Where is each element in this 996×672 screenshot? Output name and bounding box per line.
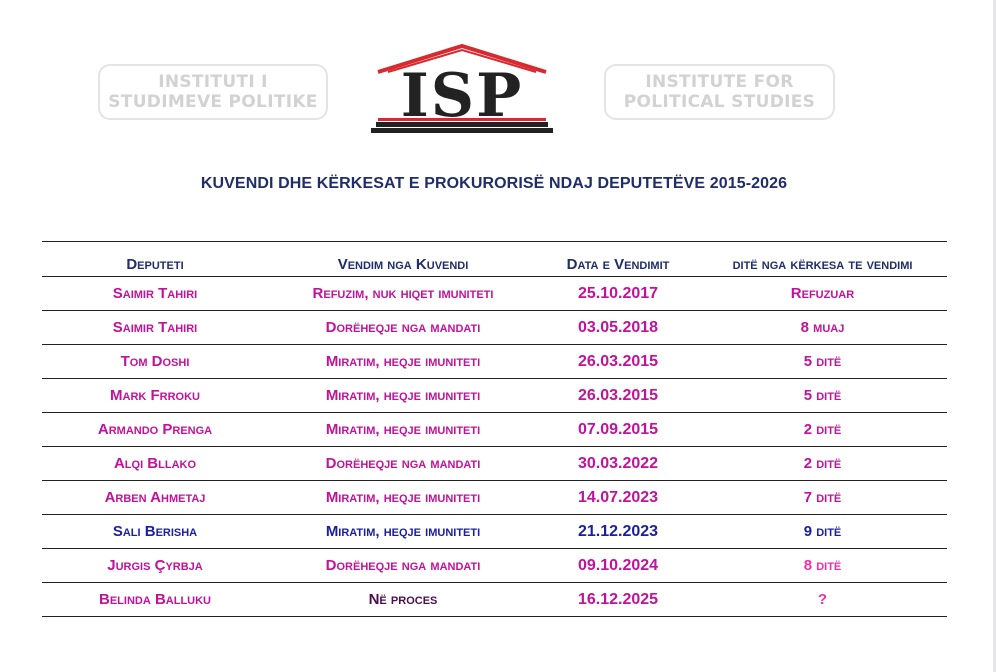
- cell-days: 9 ditë: [803, 523, 842, 540]
- logo-left-line-1: INSTITUTI I: [158, 72, 268, 92]
- cell-decision: Miratim, heqje imuniteti: [325, 387, 481, 404]
- decisions-table: [42, 241, 947, 617]
- cell-decision: Miratim, heqje imuniteti: [325, 489, 481, 506]
- cell-decision: Dorëheqje nga mandati: [325, 455, 481, 472]
- cell-days: 7 ditë: [803, 489, 842, 506]
- logo-left-line-2: STUDIMEVE POLITIKE: [108, 92, 318, 112]
- table-row: [42, 447, 947, 481]
- table-row: [42, 549, 947, 583]
- table-row: [42, 379, 947, 413]
- cell-decision: Në proces: [368, 591, 438, 608]
- cell-date: 26.03.2015: [577, 352, 659, 370]
- logo-isp-text: ISP: [400, 61, 524, 131]
- table-row: [42, 277, 947, 311]
- cell-date: 03.05.2018: [577, 318, 659, 336]
- header-days: ditë nga kërkesa te vendimi: [732, 256, 913, 273]
- cell-days: 2 ditë: [803, 421, 842, 438]
- header-deputy: Deputeti: [126, 256, 184, 273]
- cell-date: 16.12.2025: [577, 590, 659, 608]
- header-date: Data e Vendimit: [566, 256, 670, 273]
- table-row: [42, 345, 947, 379]
- logo-right-line-2: POLITICAL STUDIES: [623, 92, 816, 112]
- table-row: [42, 311, 947, 345]
- cell-deputy: Saimir Tahiri: [112, 319, 198, 336]
- cell-date: 07.09.2015: [577, 420, 659, 438]
- cell-decision: Miratim, heqje imuniteti: [325, 523, 481, 540]
- cell-deputy: Belinda Balluku: [99, 591, 211, 608]
- cell-deputy: Sali Berisha: [112, 523, 198, 540]
- table-row: [42, 413, 947, 447]
- logo-albanian-label: [98, 64, 328, 120]
- cell-date: 14.07.2023: [577, 488, 659, 506]
- cell-decision: Dorëheqje nga mandati: [325, 319, 481, 336]
- cell-deputy: Mark Frroku: [110, 387, 200, 404]
- cell-deputy: Armando Prenga: [97, 421, 213, 438]
- logo-english-label: [604, 64, 835, 120]
- table-row: [42, 481, 947, 515]
- table-header-row: [42, 242, 947, 277]
- cell-deputy: Arben Ahmetaj: [104, 489, 206, 506]
- isp-logo-icon: [368, 42, 556, 134]
- logo-right-line-1: INSTITUTE FOR: [645, 72, 794, 92]
- cell-days: Refuzuar: [790, 285, 855, 302]
- cell-days: 5 ditë: [803, 387, 842, 404]
- table-row: [42, 515, 947, 549]
- table-row: [42, 583, 947, 617]
- page-title: KUVENDI DHE KËRKESAT E PROKURORISË NDAJ DEPUTETËVE 2015-2026: [200, 175, 788, 192]
- cell-deputy: Alqi Bllako: [113, 455, 197, 472]
- cell-deputy: Saimir Tahiri: [112, 285, 198, 302]
- cell-date: 25.10.2017: [577, 284, 659, 302]
- cell-date: 21.12.2023: [577, 522, 659, 540]
- cell-decision: Dorëheqje nga mandati: [325, 557, 481, 574]
- cell-date: 26.03.2015: [577, 386, 659, 404]
- cell-deputy: Jurgis Çyrbja: [107, 557, 203, 574]
- cell-date: 30.03.2022: [577, 454, 659, 472]
- cell-decision: Miratim, heqje imuniteti: [325, 353, 481, 370]
- cell-days: ?: [817, 591, 828, 608]
- cell-days: 2 ditë: [803, 455, 842, 472]
- cell-days: 8 muaj: [800, 319, 845, 336]
- cell-decision: Refuzim, nuk hiqet imuniteti: [312, 285, 494, 302]
- cell-days: 5 ditë: [803, 353, 842, 370]
- cell-days: 8 ditë: [803, 557, 842, 574]
- cell-date: 09.10.2024: [577, 556, 659, 574]
- header-decision: Vendim nga Kuvendi: [337, 256, 469, 273]
- cell-deputy: Tom Doshi: [120, 353, 190, 370]
- cell-decision: Miratim, heqje imuniteti: [325, 421, 481, 438]
